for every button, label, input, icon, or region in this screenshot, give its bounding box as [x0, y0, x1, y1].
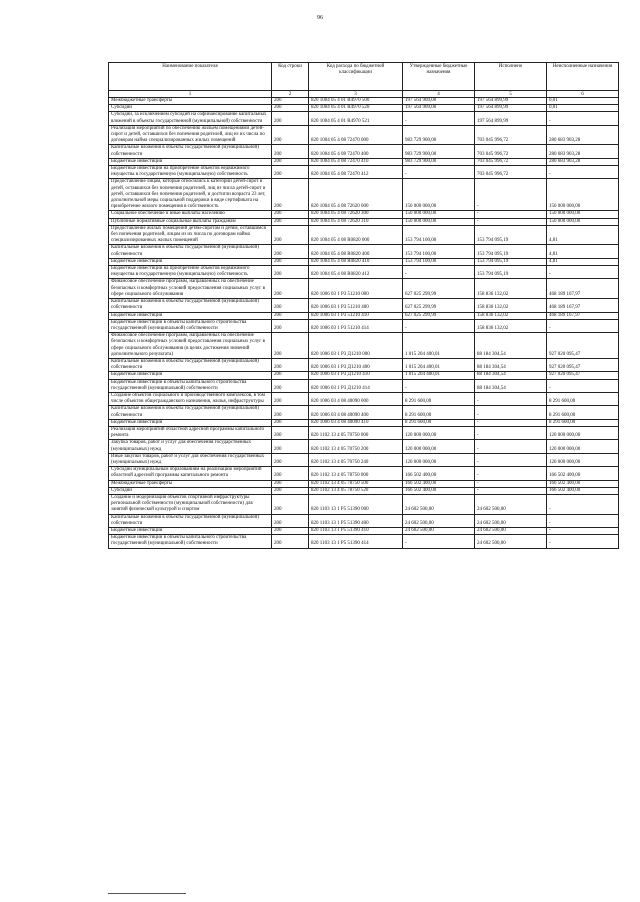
row-line-code: 200: [272, 392, 309, 405]
row-budget-code: 820 1004 05 4 08 72470 400: [309, 145, 403, 158]
row-unexecuted: 0,01: [547, 105, 619, 112]
row-approved: 24 602 500,00: [403, 514, 475, 527]
row-name: Финансовое обеспечение программ, направленных на обеспечение безопасных и комфортных условий предоставления социальных услуг в сфере социального обслуживания: [109, 279, 272, 299]
table-row: [109, 279, 619, 299]
row-budget-code: 820 1004 05 4 08 72470 412: [309, 166, 403, 179]
row-executed: 197 564 899,99: [475, 98, 547, 105]
row-approved: 24 602 500,00: [403, 494, 475, 514]
table-row: [109, 158, 619, 165]
row-name: Субсидии: [109, 487, 272, 494]
row-line-code: 200: [272, 245, 309, 258]
row-name: Межбюджетные трансферты: [109, 480, 272, 487]
row-unexecuted: 0,01: [547, 98, 619, 105]
row-line-code: 200: [272, 528, 309, 535]
row-approved: 153 794 100,00: [403, 225, 475, 245]
row-executed: 153 794 095,19: [475, 245, 547, 258]
table-row: [109, 312, 619, 319]
table-header-row: [109, 63, 619, 91]
row-name: Социальное обеспечение и иные выплаты населению: [109, 211, 272, 218]
row-approved: 1 015 204 400,01: [403, 333, 475, 359]
table-row: [109, 145, 619, 158]
row-executed: 158 836 132,02: [475, 312, 547, 319]
row-executed: 158 836 132,02: [475, 279, 547, 299]
row-name: Иные закупки товаров, работ и услуг для обеспечения государственных (муниципальных) нужд: [109, 453, 272, 466]
row-name: Финансовое обеспечение программ, направленных на обеспечение безопасных и комфортных условий предоставления социальных услуг в сфере социального обслуживания (в целях достижения значений дополнительного результата): [109, 333, 272, 359]
row-budget-code: 820 1004 05 4 01 R4970 520: [309, 105, 403, 112]
row-line-code: 200: [272, 105, 309, 112]
row-approved: 8 291 600,00: [403, 406, 475, 419]
row-approved: 983 729 900,00: [403, 145, 475, 158]
row-approved: 120 000 000,00: [403, 426, 475, 439]
row-executed: 24 602 500,00: [475, 494, 547, 514]
row-executed: 88 184 304,54: [475, 379, 547, 392]
row-name: Капитальные вложения в объекты государственной (муниципальной) собственности: [109, 358, 272, 371]
row-approved: 8 291 600,00: [403, 419, 475, 426]
row-name: Создание объектов социального и производственного комплексов, в том числе объектов общегражданского назначения, жилья, инфраструктуры: [109, 392, 272, 405]
row-executed: -: [475, 480, 547, 487]
row-executed: -: [475, 487, 547, 494]
row-budget-code: 820 1004 05 4 08 72470 000: [309, 125, 403, 145]
row-approved: -: [403, 166, 475, 179]
row-approved: 153 794 100,00: [403, 258, 475, 265]
table-row: [109, 440, 619, 453]
row-line-code: 200: [272, 125, 309, 145]
row-name: Бюджетные инвестиции на приобретение объектов недвижимого имущества в государственную (муниципальную) собственность: [109, 266, 272, 279]
table-row: [109, 487, 619, 494]
row-executed: 153 794 095,19: [475, 266, 547, 279]
row-unexecuted: 927 020 095,47: [547, 358, 619, 371]
row-unexecuted: 4,81: [547, 258, 619, 265]
row-unexecuted: 468 189 167,97: [547, 312, 619, 319]
row-executed: -: [475, 218, 547, 225]
row-unexecuted: -: [547, 514, 619, 527]
row-budget-code: 820 1006 03 1 P3 51210 410: [309, 312, 403, 319]
table-row: [109, 494, 619, 514]
row-name: Капитальные вложения в объекты государственной (муниципальной) собственности: [109, 145, 272, 158]
row-line-code: 200: [272, 358, 309, 371]
header-budget-code: Код расхода по бюджетной классификации: [309, 63, 403, 91]
row-name: Субсидии муниципальным образованиям на реализацию мероприятий областной адресной программы капитального ремонта: [109, 467, 272, 480]
row-name: Реализация мероприятий областной адресной программы капитального ремонта: [109, 426, 272, 439]
row-unexecuted: 927 020 095,47: [547, 372, 619, 379]
row-executed: 703 045 996,72: [475, 158, 547, 165]
table-row: [109, 319, 619, 332]
row-unexecuted: 280 683 903,28: [547, 158, 619, 165]
row-unexecuted: -: [547, 494, 619, 514]
row-line-code: 200: [272, 333, 309, 359]
row-line-code: 200: [272, 487, 309, 494]
row-line-code: 200: [272, 426, 309, 439]
row-name: Капитальные вложения в объекты государственной (муниципальной) собственности: [109, 245, 272, 258]
row-approved: 150 000 000,00: [403, 218, 475, 225]
row-unexecuted: 166 502 400,00: [547, 487, 619, 494]
row-line-code: 200: [272, 535, 309, 548]
row-line-code: 200: [272, 514, 309, 527]
row-executed: 153 794 095,19: [475, 258, 547, 265]
row-executed: 24 602 500,00: [475, 514, 547, 527]
row-name: Предоставление лицам, которые относились к категории детей-сирот и детей, оставшихся без попечения родителей, лиц из числа детей-сирот и детей, оставшихся без попечения родителей, и достигли возраста 23 лет, дополнительной меры социальной поддержки в виде сертификата на приобретение жилого помещения в собственность: [109, 179, 272, 211]
row-budget-code: 820 1102 13 4 05 78750 520: [309, 487, 403, 494]
row-executed: 703 045 996,72: [475, 166, 547, 179]
row-unexecuted: -: [547, 379, 619, 392]
row-executed: 158 836 132,02: [475, 299, 547, 312]
row-approved: 166 502 400,00: [403, 487, 475, 494]
row-budget-code: 820 1004 05 4 08 72620 000: [309, 179, 403, 211]
row-approved: 8 291 600,00: [403, 392, 475, 405]
row-line-code: 200: [272, 379, 309, 392]
row-budget-code: 820 1004 05 4 08 72620 310: [309, 218, 403, 225]
row-budget-code: 820 1004 05 4 01 R4970 500: [309, 98, 403, 105]
column-number: 5: [475, 91, 547, 98]
row-approved: 197 564 909,00: [403, 105, 475, 112]
row-budget-code: 820 1103 13 1 P5 51390 400: [309, 514, 403, 527]
row-name: Бюджетные инвестиции: [109, 258, 272, 265]
row-line-code: 200: [272, 494, 309, 514]
row-executed: -: [475, 419, 547, 426]
row-approved: 983 729 900,00: [403, 125, 475, 145]
row-budget-code: 820 1006 03 1 P3 Д1210 000: [309, 333, 403, 359]
row-budget-code: 820 1006 03 1 P3 51210 414: [309, 319, 403, 332]
row-line-code: 200: [272, 279, 309, 299]
table-row: [109, 528, 619, 535]
row-unexecuted: 120 000 000,00: [547, 453, 619, 466]
table-row: [109, 419, 619, 426]
header-unexecuted: Неисполненные назначения: [547, 63, 619, 91]
table-row: [109, 372, 619, 379]
row-executed: -: [475, 467, 547, 480]
row-unexecuted: 280 683 903,28: [547, 125, 619, 145]
row-budget-code: 820 1004 05 4 08 R0820 410: [309, 258, 403, 265]
row-name: Реализация мероприятий по обеспечению жильем помещениями детей-сирот и детей, оставшихся без попечения родителей, лиц из их числа по договорам найма специализированных жилых помещений: [109, 125, 272, 145]
row-line-code: 200: [272, 480, 309, 487]
row-line-code: 200: [272, 158, 309, 165]
row-executed: 24 602 500,00: [475, 528, 547, 535]
row-line-code: 200: [272, 211, 309, 218]
row-line-code: 200: [272, 266, 309, 279]
row-approved: -: [403, 319, 475, 332]
row-budget-code: 820 1004 05 4 08 72470 410: [309, 158, 403, 165]
row-unexecuted: -: [547, 112, 619, 125]
table-row: [109, 406, 619, 419]
row-unexecuted: 280 683 903,28: [547, 145, 619, 158]
row-budget-code: 820 1102 13 4 05 78750 000: [309, 467, 403, 480]
row-name: Бюджетные инвестиции: [109, 312, 272, 319]
row-approved: 153 794 100,00: [403, 245, 475, 258]
header-indicator-name: Наименование показателя: [109, 63, 272, 91]
row-unexecuted: 8 291 600,00: [547, 406, 619, 419]
row-budget-code: 820 1006 03 4 08 40090 000: [309, 392, 403, 405]
row-name: Создание и модернизация объектов спортивной инфраструктуры региональной собственности (муниципальной собственности) для занятий физической культурой и спортом: [109, 494, 272, 514]
row-budget-code: 820 1006 03 4 08 40090 400: [309, 406, 403, 419]
row-line-code: 200: [272, 258, 309, 265]
row-name: Бюджетные инвестиции: [109, 372, 272, 379]
row-line-code: 200: [272, 372, 309, 379]
column-number: 3: [309, 91, 403, 98]
row-unexecuted: -: [547, 528, 619, 535]
row-line-code: 200: [272, 467, 309, 480]
row-name: Бюджетные инвестиции: [109, 158, 272, 165]
row-name: Бюджетные инвестиции в объекты капитального строительства государственной (муниципальной) собственности: [109, 319, 272, 332]
row-line-code: 200: [272, 98, 309, 105]
row-approved: 627 025 299,99: [403, 279, 475, 299]
row-budget-code: 820 1103 13 1 P5 51390 000: [309, 494, 403, 514]
table-row: [109, 535, 619, 548]
row-budget-code: 820 1102 13 4 05 70750 000: [309, 426, 403, 439]
row-approved: -: [403, 112, 475, 125]
row-executed: 703 045 996,72: [475, 145, 547, 158]
page-number: 96: [317, 15, 323, 21]
table-row: [109, 480, 619, 487]
row-executed: 24 602 500,00: [475, 535, 547, 548]
row-name: Субсидии, за исключением субсидий на софинансирование капитальных вложений в объекты государственной (муниципальной) собственности: [109, 112, 272, 125]
table-row: [109, 514, 619, 527]
table-row: [109, 112, 619, 125]
row-approved: 120 000 000,00: [403, 440, 475, 453]
row-approved: 150 000 000,00: [403, 211, 475, 218]
row-unexecuted: 166 502 400,00: [547, 467, 619, 480]
row-executed: 88 184 304,54: [475, 333, 547, 359]
column-number: 4: [403, 91, 475, 98]
row-executed: 197 564 899,99: [475, 112, 547, 125]
row-line-code: 200: [272, 299, 309, 312]
header-line-code: Код строки: [272, 63, 309, 91]
row-approved: 197 564 909,00: [403, 98, 475, 105]
row-budget-code: 820 1102 13 4 05 78750 500: [309, 480, 403, 487]
row-executed: -: [475, 392, 547, 405]
row-approved: 627 025 299,99: [403, 312, 475, 319]
row-line-code: 200: [272, 112, 309, 125]
row-unexecuted: 4,81: [547, 245, 619, 258]
column-number: 1: [109, 91, 272, 98]
row-line-code: 200: [272, 145, 309, 158]
table-row: [109, 218, 619, 225]
row-budget-code: 820 1006 03 1 P3 Д1210 400: [309, 358, 403, 371]
row-unexecuted: -: [547, 166, 619, 179]
row-unexecuted: 927 020 095,47: [547, 333, 619, 359]
row-approved: 120 000 000,00: [403, 453, 475, 466]
table-row: [109, 211, 619, 218]
row-executed: -: [475, 426, 547, 439]
row-budget-code: 820 1006 03 1 P3 Д1210 410: [309, 372, 403, 379]
row-unexecuted: 150 000 000,00: [547, 218, 619, 225]
row-executed: 158 836 132,02: [475, 319, 547, 332]
table-row: [109, 105, 619, 112]
row-line-code: 200: [272, 166, 309, 179]
row-line-code: 200: [272, 319, 309, 332]
table-row: [109, 166, 619, 179]
row-approved: -: [403, 535, 475, 548]
table-row: [109, 98, 619, 105]
row-approved: 24 602 500,00: [403, 528, 475, 535]
row-budget-code: 820 1004 05 4 08 R0820 400: [309, 245, 403, 258]
row-budget-code: 820 1006 03 1 P3 Д1210 414: [309, 379, 403, 392]
row-executed: 88 184 304,54: [475, 358, 547, 371]
row-approved: 166 502 400,00: [403, 480, 475, 487]
row-executed: 703 045 996,72: [475, 125, 547, 145]
row-approved: 166 502 400,00: [403, 467, 475, 480]
row-unexecuted: 8 291 600,00: [547, 392, 619, 405]
row-budget-code: 820 1103 13 1 P5 51390 414: [309, 535, 403, 548]
table-row: [109, 245, 619, 258]
row-unexecuted: 468 189 167,97: [547, 299, 619, 312]
row-approved: 1 015 204 400,01: [403, 358, 475, 371]
row-line-code: 200: [272, 419, 309, 426]
row-line-code: 200: [272, 312, 309, 319]
row-executed: -: [475, 406, 547, 419]
table-column-numbers-row: [109, 91, 619, 98]
row-approved: -: [403, 266, 475, 279]
row-name: Бюджетные инвестиции: [109, 528, 272, 535]
row-unexecuted: 8 291 600,00: [547, 419, 619, 426]
row-executed: -: [475, 440, 547, 453]
row-name: Предоставление жилых помещений детям-сиротам и детям, оставшимся без попечения родителей, лицам из их числа по договорам найма специализированных жилых помещений: [109, 225, 272, 245]
row-budget-code: 820 1102 13 4 05 70750 240: [309, 453, 403, 466]
row-budget-code: 820 1006 03 1 P3 51210 000: [309, 279, 403, 299]
row-executed: 197 564 899,99: [475, 105, 547, 112]
row-line-code: 200: [272, 440, 309, 453]
table-row: [109, 392, 619, 405]
table-row: [109, 258, 619, 265]
row-executed: -: [475, 211, 547, 218]
row-line-code: 200: [272, 179, 309, 211]
row-name: Бюджетные инвестиции в объекты капитального строительства государственной (муниципальной) собственности: [109, 379, 272, 392]
table-row: [109, 225, 619, 245]
row-budget-code: 820 1004 05 4 08 R0820 412: [309, 266, 403, 279]
row-line-code: 200: [272, 406, 309, 419]
row-unexecuted: -: [547, 535, 619, 548]
row-unexecuted: 150 000 000,00: [547, 211, 619, 218]
table-row: [109, 333, 619, 359]
row-name: Капитальные вложения в объекты государственной (муниципальной) собственности: [109, 299, 272, 312]
row-name: Межбюджетные трансферты: [109, 98, 272, 105]
row-executed: -: [475, 453, 547, 466]
header-approved: Утвержденные бюджетные назначения: [403, 63, 475, 91]
row-line-code: 200: [272, 453, 309, 466]
row-budget-code: 820 1103 13 1 P5 51390 410: [309, 528, 403, 535]
table-row: [109, 426, 619, 439]
row-executed: 153 794 095,19: [475, 225, 547, 245]
table-row: [109, 299, 619, 312]
row-budget-code: 820 1006 03 1 P3 51210 400: [309, 299, 403, 312]
row-unexecuted: 4,81: [547, 225, 619, 245]
row-budget-code: 820 1004 05 4 01 R4970 521: [309, 112, 403, 125]
row-approved: 983 729 900,00: [403, 158, 475, 165]
row-budget-code: 820 1006 03 4 08 40090 410: [309, 419, 403, 426]
row-name: Публичные нормативные социальные выплаты гражданам: [109, 218, 272, 225]
row-approved: 627 025 299,99: [403, 299, 475, 312]
row-name: Бюджетные инвестиции в объекты капитального строительства государственной (муниципальной) собственности: [109, 535, 272, 548]
table-row: [109, 125, 619, 145]
row-name: Бюджетные инвестиции на приобретение объектов недвижимого имущества в государственную (муниципальную) собственность: [109, 166, 272, 179]
row-name: Закупка товаров, работ и услуг для обеспечения государственных (муниципальных) нужд: [109, 440, 272, 453]
budget-execution-table: [108, 62, 619, 549]
row-approved: -: [403, 379, 475, 392]
row-unexecuted: 120 000 000,00: [547, 440, 619, 453]
row-unexecuted: -: [547, 266, 619, 279]
table-row: [109, 179, 619, 211]
row-unexecuted: -: [547, 319, 619, 332]
table-row: [109, 379, 619, 392]
row-name: Капитальные вложения в объекты государственной (муниципальной) собственности: [109, 514, 272, 527]
row-executed: 88 184 304,54: [475, 372, 547, 379]
row-unexecuted: 150 000 000,00: [547, 179, 619, 211]
table-row: [109, 467, 619, 480]
row-approved: 150 000 000,00: [403, 179, 475, 211]
row-unexecuted: 120 000 000,00: [547, 426, 619, 439]
column-number: 2: [272, 91, 309, 98]
table-row: [109, 358, 619, 371]
column-number: 6: [547, 91, 619, 98]
row-name: Капитальные вложения в объекты государственной (муниципальной) собственности: [109, 406, 272, 419]
row-unexecuted: 468 189 167,97: [547, 279, 619, 299]
row-line-code: 200: [272, 218, 309, 225]
row-name: Бюджетные инвестиции: [109, 419, 272, 426]
row-name: Субсидии: [109, 105, 272, 112]
row-unexecuted: 166 502 400,00: [547, 480, 619, 487]
row-line-code: 200: [272, 225, 309, 245]
row-approved: 1 015 204 400,01: [403, 372, 475, 379]
table-body: [109, 98, 619, 549]
table-row: [109, 453, 619, 466]
row-budget-code: 820 1102 13 4 05 70750 200: [309, 440, 403, 453]
row-budget-code: 820 1004 05 4 08 R0820 000: [309, 225, 403, 245]
table-row: [109, 266, 619, 279]
row-budget-code: 820 1004 05 4 08 72620 300: [309, 211, 403, 218]
header-executed: Исполнено: [475, 63, 547, 91]
row-executed: -: [475, 179, 547, 211]
footer-divider: [108, 893, 186, 894]
